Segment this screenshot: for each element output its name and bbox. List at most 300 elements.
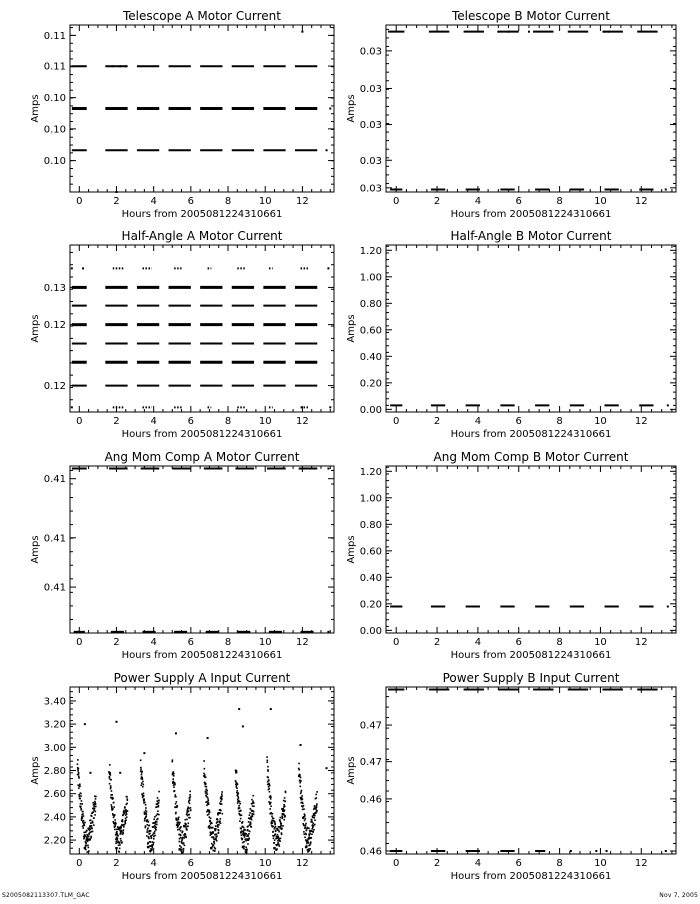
data-point [206,790,208,792]
y-tick-label: 2.80 [43,766,66,777]
data-point [271,815,273,817]
data-point [252,795,254,797]
x-axis-label: Hours from 2005081224310661 [121,429,283,440]
data-point [206,791,208,793]
data-point [171,761,173,763]
data-point [313,829,315,831]
x-tick-label: 4 [474,196,482,207]
data-point [120,838,122,840]
data-point [178,819,180,821]
y-tick-label: 3.20 [43,719,66,731]
data-point [110,774,112,776]
data-point [149,833,151,835]
data-point [283,804,285,806]
data-point [309,844,311,846]
data-point [314,819,316,821]
data-point [180,850,182,852]
y-tick-label: 1.00 [359,272,382,284]
data-point [309,833,311,835]
data-point [284,797,286,799]
data-point [305,823,307,825]
x-tick-label: 8 [224,858,232,869]
data-point [178,817,180,819]
data-point [113,817,115,819]
data-point [116,831,118,833]
data-point [189,794,191,796]
data-point [665,850,667,852]
data-point [285,792,287,794]
data-point [221,791,223,793]
data-point [143,793,145,795]
data-point [94,814,96,816]
data-point [595,850,597,852]
data-point [188,807,190,809]
x-axis-label: Hours from 2005081224310661 [450,650,612,661]
data-point [206,804,208,806]
chart-title: Ang Mom Comp B Motor Current [433,450,629,464]
data-point [237,796,239,798]
data-point [114,829,116,831]
data-point [301,795,303,797]
y-tick-label: 0.00 [359,404,382,416]
data-point [148,825,150,827]
data-point [251,819,253,821]
data-point [114,814,116,816]
data-point [185,826,187,828]
data-point [280,838,282,840]
data-point [248,838,250,840]
x-tick-label: 8 [224,416,232,427]
data-point [303,833,305,835]
y-tick-label: 0.41 [43,474,66,486]
data-point [158,814,160,816]
chart-panel-4 [346,229,676,440]
data-point [251,799,253,801]
data-point [211,822,213,824]
x-tick-label: 8 [556,858,563,869]
data-point [154,832,156,834]
data-point [90,819,92,821]
data-point [115,191,117,193]
y-tick-label: 1.20 [359,466,382,478]
x-tick-label: 12 [634,416,648,427]
y-tick-label: 2.40 [43,812,66,824]
data-point [184,845,186,847]
x-tick-label: 12 [296,858,309,869]
data-point [302,802,304,804]
data-point [300,791,302,793]
data-point [143,795,145,797]
y-tick-label: 0.03 [359,46,382,58]
data-point [284,805,286,807]
y-tick-label: 0.10 [43,156,66,168]
x-tick-label: 4 [474,858,482,869]
data-point [176,806,178,808]
data-points [388,31,667,191]
data-point [94,808,96,810]
data-point [329,406,331,408]
chart-panel-1 [30,9,334,220]
x-tick-label: 2 [113,637,120,648]
data-point [94,801,96,803]
data-point [93,824,95,826]
data-point [269,785,271,787]
data-point [109,783,111,785]
data-point [80,803,82,805]
data-point [308,842,310,844]
data-point [207,800,209,802]
data-point [301,31,303,33]
data-point [300,780,302,782]
data-point [178,841,180,843]
data-point [85,843,87,845]
data-point [115,823,117,825]
data-point [183,848,185,850]
data-point [84,835,86,837]
x-tick-label: 12 [296,416,309,427]
data-points [388,690,667,852]
data-point [142,778,144,780]
data-point [243,826,245,828]
data-point [141,771,143,773]
data-point [250,808,252,810]
x-tick-label: 8 [224,196,232,207]
data-point [246,851,248,853]
data-point [146,811,148,813]
data-point [236,772,238,774]
data-point [185,837,187,839]
data-point [218,832,220,834]
data-point [140,769,142,771]
data-point [267,770,269,772]
data-point [82,267,84,269]
chart-panel-2 [346,9,676,220]
data-point [311,819,313,821]
y-tick-label: 0.10 [43,124,66,136]
data-point [126,796,128,798]
data-point [274,823,276,825]
data-point [305,834,307,836]
data-point [176,819,178,821]
data-point [179,822,181,824]
y-tick-label: 0.12 [43,320,66,332]
data-point [91,815,93,817]
data-point [315,813,317,815]
x-tick-label: 10 [258,196,272,207]
data-point [190,809,192,811]
data-point [147,819,149,821]
data-point [220,822,222,824]
chart-title: Ang Mom Comp A Motor Current [104,450,300,464]
chart-title: Telescope A Motor Current [123,9,281,23]
data-point [329,108,331,110]
data-point [250,821,252,823]
data-point [235,780,237,782]
data-point [312,826,314,828]
data-point [218,830,220,832]
chart-panel-3 [30,229,334,440]
data-point [81,800,83,802]
x-tick-label: 0 [393,637,400,648]
data-point [175,812,177,814]
data-point [209,811,211,813]
data-point [184,819,186,821]
data-point [150,830,152,832]
data-point [270,796,272,798]
data-point [188,823,190,825]
data-point [207,797,209,799]
plot-frame [386,245,676,412]
data-point [155,827,157,829]
data-point [115,841,117,843]
data-point [110,804,112,806]
x-tick-label: 2 [113,196,120,207]
data-point [147,827,149,829]
data-point [180,830,182,832]
data-point [113,802,115,804]
data-point [277,834,279,836]
data-point [306,842,308,844]
data-point [127,799,129,801]
data-point [188,811,190,813]
x-tick-label: 0 [76,858,83,869]
x-tick-label: 10 [594,416,607,427]
data-point [312,831,314,833]
data-point [86,845,88,847]
x-tick-label: 10 [258,637,272,648]
data-point [183,850,185,852]
data-point [154,831,156,833]
data-point [279,840,281,842]
data-point [80,806,82,808]
data-point [83,815,85,817]
data-point [86,851,88,853]
data-point [141,774,143,776]
y-tick-label: 0.20 [359,378,382,390]
data-point [238,805,240,807]
chart-panel-5 [30,450,334,661]
data-point [173,773,175,775]
data-point [302,809,304,811]
data-point [182,831,184,833]
data-point [84,825,86,827]
data-point [84,822,86,824]
data-point [273,847,275,849]
data-point [249,814,251,816]
data-point [278,845,280,847]
data-point [154,816,156,818]
data-point [77,759,79,761]
footer-file-name: S2005082113307.TLM_GAC [2,892,90,899]
data-point [141,784,143,786]
data-point [140,759,142,761]
data-point [242,846,244,848]
data-point [146,814,148,816]
data-point [88,836,90,838]
data-point [214,850,216,852]
data-point [151,848,153,850]
data-point [92,822,94,824]
data-point [528,31,530,33]
plot-frame [70,687,334,854]
data-point [241,834,243,836]
data-point [82,827,84,829]
data-point [182,838,184,840]
data-point [77,763,79,765]
data-point [80,793,82,795]
data-point [144,802,146,804]
data-point [188,814,190,816]
data-point [497,31,499,33]
data-point [278,838,280,840]
data-point [311,833,313,835]
data-point [298,769,300,771]
data-point [190,796,192,798]
x-tick-label: 12 [296,196,309,207]
data-point [305,824,307,826]
data-point [270,708,272,710]
data-point [82,811,84,813]
data-point [113,806,115,808]
data-point [216,821,218,823]
data-point [273,842,275,844]
y-tick-label: 2.60 [43,789,66,801]
x-tick-label: 6 [187,858,195,869]
data-point [274,839,276,841]
data-point [141,782,143,784]
data-point [269,791,271,793]
data-point [157,818,159,820]
y-tick-label: 0.13 [43,282,66,294]
data-point [271,822,273,824]
data-point [123,829,125,831]
data-point [116,829,118,831]
data-point [276,848,278,850]
y-axis-label: Amps [346,756,357,785]
data-point [217,819,219,821]
data-point [90,822,92,824]
data-point [273,818,275,820]
data-point [303,805,305,807]
data-point [203,760,205,762]
data-point [155,829,157,831]
data-point [248,833,250,835]
data-point [273,826,275,828]
data-point [145,804,147,806]
data-point [175,817,177,819]
data-point [183,837,185,839]
data-point [243,848,245,850]
data-point [118,851,120,853]
data-point [71,406,73,408]
data-point [175,732,177,734]
data-point [125,65,127,67]
y-axis-label: Amps [30,756,41,785]
data-point [218,824,220,826]
data-point [266,761,268,763]
data-point [236,787,238,789]
data-point [119,848,121,850]
y-tick-label: 3.40 [43,696,66,708]
data-point [316,797,318,799]
data-point [204,774,206,776]
data-point [266,756,268,758]
data-point [93,812,95,814]
data-point [314,824,316,826]
data-point [180,837,182,839]
data-point [244,829,246,831]
data-point [78,772,80,774]
data-point [304,820,306,822]
data-point [88,850,90,852]
data-point [310,837,312,839]
data-point [216,835,218,837]
data-points [390,605,669,607]
data-point [303,831,305,833]
x-tick-label: 12 [634,196,648,207]
data-point [270,805,272,807]
chart-title: Half-Angle B Motor Current [450,229,612,243]
data-point [120,840,122,842]
data-point [81,803,83,805]
data-point [111,790,113,792]
data-point [253,814,255,816]
data-point [123,826,125,828]
data-point [208,813,210,815]
data-point [151,837,153,839]
data-point [148,838,150,840]
x-tick-label: 8 [556,637,563,648]
data-points [71,267,331,408]
data-point [175,796,177,798]
data-point [177,826,179,828]
data-point [316,803,318,805]
data-point [238,797,240,799]
x-tick-label: 4 [150,637,157,648]
y-tick-label: 0.46 [359,794,382,806]
x-tick-label: 6 [187,416,195,427]
y-tick-label: 0.00 [359,625,382,637]
data-point [305,827,307,829]
data-point [142,786,144,788]
data-point [117,838,119,840]
data-point [249,831,251,833]
chart-title: Power Supply B Input Current [442,671,620,685]
data-point [174,790,176,792]
data-point [308,848,310,850]
data-point [79,786,81,788]
y-tick-label: 0.03 [359,155,382,167]
y-tick-label: 0.46 [359,846,382,858]
y-tick-label: 0.03 [359,183,382,195]
data-point [275,826,277,828]
data-point [189,799,191,801]
data-point [153,818,155,820]
data-point [147,842,149,844]
data-point [270,795,272,797]
x-tick-label: 0 [393,196,400,207]
data-point [241,814,243,816]
data-point [175,803,177,805]
y-tick-label: 0.11 [43,30,66,42]
data-point [71,267,73,269]
data-point [188,801,190,803]
data-point [282,817,284,819]
data-point [221,803,223,805]
data-point [92,808,94,810]
chart-panel-6 [346,450,676,661]
data-point [252,816,254,818]
